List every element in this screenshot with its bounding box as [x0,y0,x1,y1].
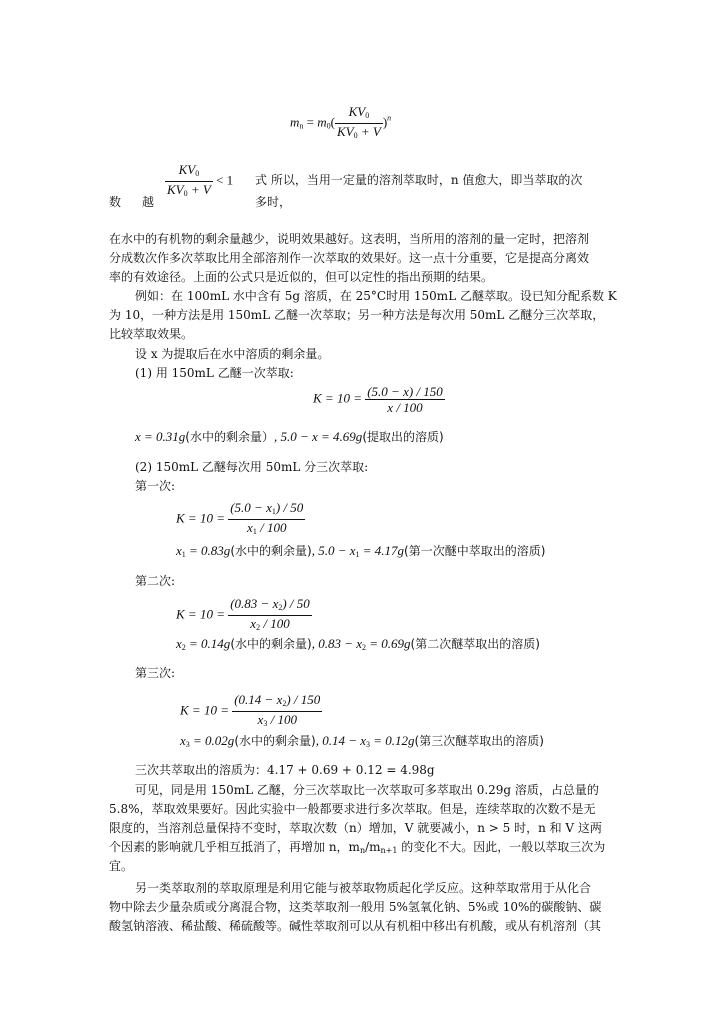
paragraph-line: 物中除去少量杂质或分离混合物，这类萃取剂一般用 5%氢氧化钠、5%或 10%的碳酸钠、碳 [109,900,602,914]
paragraph-line: 限度的，当溶剂总量保持不变时，萃取次数（n）增加，V 就要减小，n > 5 时，n 和 V 这两 [109,821,602,835]
example-line: 比较萃取效果。 [109,327,194,341]
paragraph-line: 酸氢钠溶液、稀盐酸、稀硫酸等。碱性萃取剂可以从有机相中移出有机酸，或从有机溶剂（其 [109,919,602,933]
case1-equation: K = 10 = $\frac{(5.0 - x) / 150}{x / 100}$ [313,384,443,415]
first-equation: K = 10 = $\frac{(5.0 - x_1) / 50}{x_1 / 100}$ [176,500,304,536]
paragraph-line: 另一类萃取剂的萃取原理是利用它能与被萃取物质起化学反应。这种萃取常用于从化合 [135,881,592,895]
third-result: $x_3 = 0.02g$(水中的剩余量), $0.14 - x_3 = 0.12g$(第三次醚萃取出的溶质) [180,733,544,749]
paragraph-line: 分成数次作多次萃取比用全部溶剂作一次萃取的效果好。这一点十分重要，它是提高分离效 [109,251,590,265]
total-text: 三次共萃取出的溶质为：4.17 + 0.69 + 0.12 = 4.98g [135,763,435,777]
second-equation: K = 10 = $\frac{(0.83 - x_2) / 50}{x_2 / 100}$ [176,596,310,632]
set-x-text: 设 x 为提取后在水中溶质的剩余量。 [135,347,330,361]
condition-formula: $\frac{KV_0}{KV_0 + V}$ < 1 [167,162,234,198]
main-formula: $m_n = m_0$( $\frac{KV_0}{KV_0 + V}$ )$^n$ [290,104,391,143]
second-result: $x_2 = 0.14g$(水中的剩余量), $0.83 - x_2 = 0.69g$(第二次醚萃取出的溶质) [176,636,540,652]
paragraph-line: 在水中的有机物的剩余量越少，说明效果越好。这表明，当所用的溶剂的量一定时，把溶剂 [109,232,590,246]
condition-text-2a: 数 [109,195,122,209]
main-fraction: $\frac{KV_0}{KV_0 + V}$ [336,104,381,140]
second-label: 第二次: [135,574,176,588]
case2-title: (2) 150mL 乙醚每次用 50mL 分三次萃取: [135,460,369,474]
condition-text-3: 多时， [255,195,292,209]
paragraph-line: 宜。 [109,859,134,873]
first-result: $x_1 = 0.83g$(水中的剩余量), $5.0 - x_1 = 4.17g$(第一次醚中萃取出的溶质) [176,543,546,559]
first-label: 第一次: [135,479,176,493]
paragraph-line: 5.8%，萃取效果要好。因此实验中一般都要求进行多次萃取。但是，连续萃取的次数不是无 [109,802,596,816]
third-equation: K = 10 = $\frac{(0.14 - x_2) / 150}{x_3 / 100}$ [180,692,321,728]
paragraph-line: 率的有效途径。上面的公式只是近似的，但可以定性的指出预期的结果。 [109,270,494,284]
example-line: 为 10，一种方法是用 150mL 乙醚一次萃取；另一种方法是每次用 50mL 乙醚分三次萃取， [109,308,605,322]
case1-title: (1) 用 150mL 乙醚一次萃取: [135,366,294,380]
paragraph-line: 可见，同是用 150mL 乙醚，分三次萃取比一次萃取可多萃取出 0.29g 溶质，占总量的 [135,783,599,797]
third-label: 第三次: [135,666,176,680]
condition-text: 式 所以，当用一定量的溶剂萃取时，n 值愈大，即当萃取的次 [255,173,583,187]
condition-text-2b: 越 [142,195,155,209]
case1-result: x = 0.31g(水中的剩余量）, 5.0 − x = 4.69g(提取出的溶质) [135,429,444,444]
example-line: 例如：在 100mL 水中含有 5g 溶质，在 25°C时用 150mL 乙醚萃取。设已知分配系数 K [135,289,617,303]
paragraph-line-mixed: 个因素的影响就几乎相互抵消了，再增加 n，$m_n/m_{n+1}$ 的变化不大。因此，一般以萃取三次为 [109,840,606,855]
